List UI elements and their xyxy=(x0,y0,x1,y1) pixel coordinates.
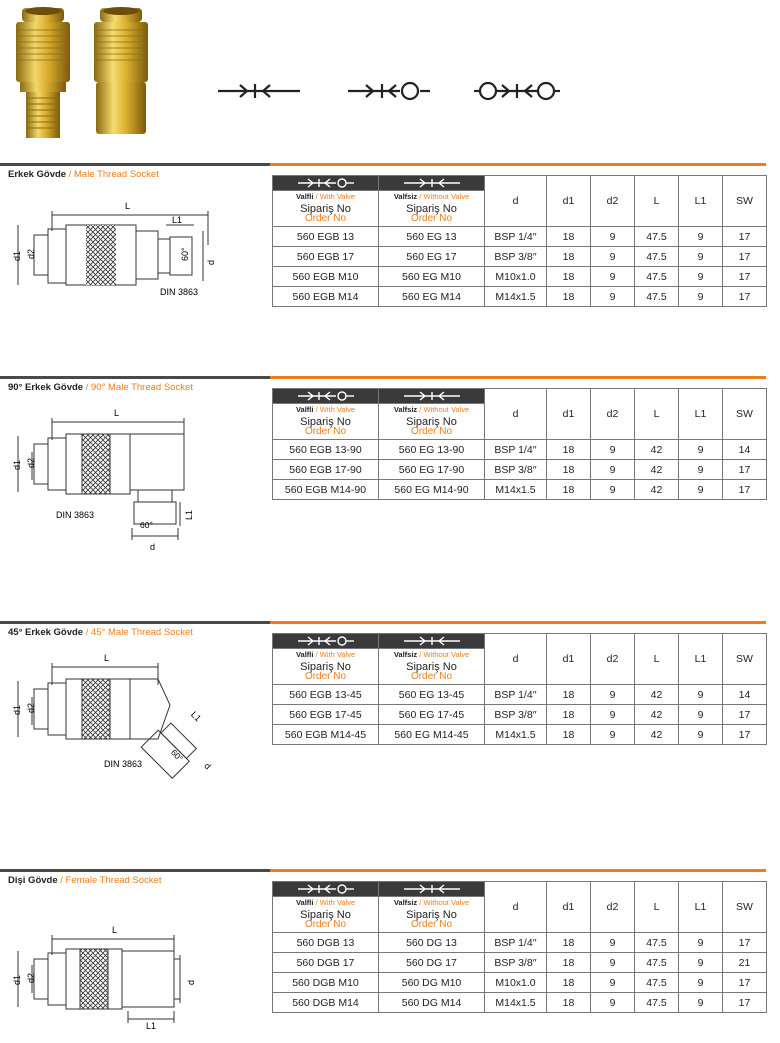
cell-SW: 17 xyxy=(723,247,767,267)
section-title-tr: Erkek Gövde xyxy=(8,169,67,180)
cell-SW: 21 xyxy=(723,953,767,973)
with-valve-label xyxy=(273,404,379,416)
section-rule-orange xyxy=(270,621,766,624)
label-slash: / xyxy=(419,898,422,908)
cell-with-valve-code: 560 EGB 13 xyxy=(273,227,379,247)
order-no-header xyxy=(273,203,379,227)
label-din: DIN 3863 xyxy=(160,287,199,297)
table-row xyxy=(273,480,767,500)
cell-with-valve-code: 560 EGB 13-45 xyxy=(273,685,379,705)
two-way-valve-coupling-icon xyxy=(472,74,562,108)
order-no-tr: Sipariş No xyxy=(300,203,351,216)
order-no-header xyxy=(379,661,485,685)
table-row xyxy=(273,953,767,973)
cell-d1: 18 xyxy=(547,705,591,725)
cell-d: BSP 3/8′′ xyxy=(485,460,547,480)
label-slash: / xyxy=(315,405,318,415)
cell-d2: 9 xyxy=(591,705,635,725)
cell-L1: 9 xyxy=(679,993,723,1013)
cell-with-valve-code: 560 EGB M14 xyxy=(273,287,379,307)
cell-with-valve-code: 560 EGB M14-90 xyxy=(273,480,379,500)
without-valve-icon xyxy=(402,883,462,895)
order-no-header xyxy=(379,909,485,933)
cell-SW: 14 xyxy=(723,685,767,705)
section-rule-orange xyxy=(270,376,766,379)
cell-d1: 18 xyxy=(547,480,591,500)
cell-d1: 18 xyxy=(547,287,591,307)
cell-L: 42 xyxy=(635,725,679,745)
label-d: d xyxy=(186,979,196,985)
cell-d2: 9 xyxy=(591,685,635,705)
cell-d2: 9 xyxy=(591,480,635,500)
section-title xyxy=(8,875,161,886)
table-row xyxy=(273,460,767,480)
cell-d: M14x1.5 xyxy=(485,287,547,307)
cell-d1: 18 xyxy=(547,267,591,287)
without-valve-tr: Valfsiz xyxy=(393,650,418,660)
table-row xyxy=(273,685,767,705)
title-separator: / xyxy=(60,875,63,886)
order-no-en: Order No xyxy=(304,919,347,931)
table-row xyxy=(273,725,767,745)
col-header-L1: L1 xyxy=(679,389,723,440)
without-valve-icon xyxy=(402,635,462,647)
col-header-d1: d1 xyxy=(547,882,591,933)
cell-d2: 9 xyxy=(591,227,635,247)
order-no-header xyxy=(273,909,379,933)
symbol-with-valve-cell xyxy=(273,176,379,191)
section-title-en: 90° Male Thread Socket xyxy=(91,382,193,393)
label-d2: d2 xyxy=(26,972,36,983)
with-valve-icon xyxy=(296,177,356,189)
cell-L: 42 xyxy=(635,480,679,500)
cell-without-valve-code: 560 EG M14 xyxy=(379,287,485,307)
without-valve-label xyxy=(379,191,485,203)
cell-without-valve-code: 560 EG 13-45 xyxy=(379,685,485,705)
order-no-en: Order No xyxy=(304,671,347,683)
cell-d1: 18 xyxy=(547,973,591,993)
with-valve-tr: Valfli xyxy=(295,405,314,415)
order-no-header xyxy=(379,416,485,440)
cell-L1: 9 xyxy=(679,973,723,993)
cell-without-valve-code: 560 DG 17 xyxy=(379,953,485,973)
col-header-d1: d1 xyxy=(547,634,591,685)
order-no-en: Order No xyxy=(410,671,453,683)
cell-L: 47.5 xyxy=(635,933,679,953)
label-d2: d2 xyxy=(26,248,36,259)
col-header-L1: L1 xyxy=(679,634,723,685)
cell-d1: 18 xyxy=(547,440,591,460)
cell-d1: 18 xyxy=(547,993,591,1013)
spec-table xyxy=(272,881,767,1013)
cell-without-valve-code: 560 EG 17 xyxy=(379,247,485,267)
col-header-L1: L1 xyxy=(679,176,723,227)
female-coupling-photo xyxy=(86,6,156,140)
cell-SW: 17 xyxy=(723,267,767,287)
without-valve-label xyxy=(379,897,485,909)
cell-L: 47.5 xyxy=(635,247,679,267)
cell-L: 47.5 xyxy=(635,227,679,247)
label-L1: L1 xyxy=(188,709,204,724)
order-no-tr: Sipariş No xyxy=(300,909,351,922)
cell-L1: 9 xyxy=(679,287,723,307)
quick-coupling-icon xyxy=(214,74,304,108)
cell-d: BSP 3/8′′ xyxy=(485,953,547,973)
without-valve-en: Without Valve xyxy=(423,192,470,202)
cell-SW: 17 xyxy=(723,933,767,953)
section-title xyxy=(8,169,159,180)
cell-SW: 14 xyxy=(723,440,767,460)
with-valve-en: With Valve xyxy=(319,405,356,415)
label-L1: L1 xyxy=(146,1021,157,1031)
table-row xyxy=(273,973,767,993)
label-d: d xyxy=(202,760,213,772)
cell-with-valve-code: 560 DGB 13 xyxy=(273,933,379,953)
label-angle: 60° xyxy=(140,520,153,530)
label-L: L xyxy=(112,925,118,935)
col-header-d2: d2 xyxy=(591,389,635,440)
without-valve-tr: Valfsiz xyxy=(393,405,418,415)
order-no-en: Order No xyxy=(304,426,347,438)
cell-d1: 18 xyxy=(547,227,591,247)
with-valve-label xyxy=(273,897,379,909)
label-d1: d1 xyxy=(12,974,22,985)
product-photos xyxy=(8,6,168,142)
col-header-d: d xyxy=(485,882,547,933)
cell-d: M10x1.0 xyxy=(485,973,547,993)
cell-L: 47.5 xyxy=(635,973,679,993)
label-d: d xyxy=(206,259,216,265)
without-valve-en: Without Valve xyxy=(423,650,470,660)
with-valve-tr: Valfli xyxy=(295,898,314,908)
cell-L1: 9 xyxy=(679,705,723,725)
with-valve-tr: Valfli xyxy=(295,192,314,202)
section-rule-dark xyxy=(0,621,270,624)
col-header-d: d xyxy=(485,176,547,227)
with-valve-en: With Valve xyxy=(319,192,356,202)
title-separator: / xyxy=(85,627,89,638)
cell-d1: 18 xyxy=(547,953,591,973)
with-valve-tr: Valfli xyxy=(295,650,314,660)
cell-without-valve-code: 560 EG 13-90 xyxy=(379,440,485,460)
order-no-tr: Sipariş No xyxy=(406,416,457,429)
table-row xyxy=(273,287,767,307)
cell-d2: 9 xyxy=(591,933,635,953)
label-angle: 60° xyxy=(180,247,190,261)
cell-without-valve-code: 560 EG 13 xyxy=(379,227,485,247)
cell-L1: 9 xyxy=(679,953,723,973)
cell-L1: 9 xyxy=(679,267,723,287)
cell-L1: 9 xyxy=(679,247,723,267)
without-valve-label xyxy=(379,404,485,416)
cell-d2: 9 xyxy=(591,953,635,973)
section-title xyxy=(8,382,193,393)
with-valve-icon xyxy=(296,883,356,895)
col-header-d: d xyxy=(485,389,547,440)
spec-table xyxy=(272,633,767,745)
cell-with-valve-code: 560 EGB 17-45 xyxy=(273,705,379,725)
cell-d2: 9 xyxy=(591,247,635,267)
90-socket-drawing xyxy=(8,400,268,550)
cell-without-valve-code: 560 DG 13 xyxy=(379,933,485,953)
col-header-d1: d1 xyxy=(547,389,591,440)
label-din: DIN 3863 xyxy=(104,759,143,769)
section-title-en: Male Thread Socket xyxy=(74,169,159,180)
cell-SW: 17 xyxy=(723,973,767,993)
cell-L: 47.5 xyxy=(635,267,679,287)
without-valve-tr: Valfsiz xyxy=(393,192,418,202)
col-header-d: d xyxy=(485,634,547,685)
table-row xyxy=(273,705,767,725)
col-header-d2: d2 xyxy=(591,882,635,933)
cell-with-valve-code: 560 EGB 13-90 xyxy=(273,440,379,460)
label-slash: / xyxy=(315,192,318,202)
cell-with-valve-code: 560 EGB 17 xyxy=(273,247,379,267)
cell-with-valve-code: 560 DGB M10 xyxy=(273,973,379,993)
section-rule-dark xyxy=(0,869,270,872)
symbol-with-valve-cell xyxy=(273,634,379,649)
without-valve-label xyxy=(379,649,485,661)
table-row xyxy=(273,993,767,1013)
col-header-L: L xyxy=(635,634,679,685)
order-no-en: Order No xyxy=(410,919,453,931)
cell-without-valve-code: 560 EG M10 xyxy=(379,267,485,287)
symbol-without-valve-cell xyxy=(379,634,485,649)
col-header-SW: SW xyxy=(723,634,767,685)
cell-without-valve-code: 560 EG M14-90 xyxy=(379,480,485,500)
cell-without-valve-code: 560 DG M10 xyxy=(379,973,485,993)
cell-d: BSP 1/4′′ xyxy=(485,933,547,953)
cell-d: M14x1.5 xyxy=(485,725,547,745)
label-slash: / xyxy=(315,650,318,660)
cell-d2: 9 xyxy=(591,460,635,480)
col-header-SW: SW xyxy=(723,389,767,440)
cell-with-valve-code: 560 DGB M14 xyxy=(273,993,379,1013)
cell-L: 47.5 xyxy=(635,953,679,973)
col-header-L1: L1 xyxy=(679,882,723,933)
section-rule-orange xyxy=(270,163,766,166)
cell-L1: 9 xyxy=(679,685,723,705)
label-din: DIN 3863 xyxy=(56,510,95,520)
section-title-en: 45° Male Thread Socket xyxy=(91,627,193,638)
cell-SW: 17 xyxy=(723,480,767,500)
section-title-en: Female Thread Socket xyxy=(65,875,162,886)
cell-d2: 9 xyxy=(591,725,635,745)
cell-without-valve-code: 560 EG 17-45 xyxy=(379,705,485,725)
45-socket-drawing xyxy=(8,645,268,795)
spec-table xyxy=(272,175,767,307)
cell-SW: 17 xyxy=(723,287,767,307)
label-d1: d1 xyxy=(12,250,22,261)
label-L1: L1 xyxy=(184,509,194,520)
cell-d1: 18 xyxy=(547,460,591,480)
cell-SW: 17 xyxy=(723,993,767,1013)
label-slash: / xyxy=(419,405,422,415)
cell-L1: 9 xyxy=(679,460,723,480)
col-header-d2: d2 xyxy=(591,176,635,227)
cell-L: 47.5 xyxy=(635,993,679,1013)
cell-L1: 9 xyxy=(679,227,723,247)
cell-d2: 9 xyxy=(591,267,635,287)
flow-symbols-row xyxy=(214,74,574,108)
col-header-L: L xyxy=(635,389,679,440)
cell-with-valve-code: 560 EGB 17-90 xyxy=(273,460,379,480)
symbol-with-valve-cell xyxy=(273,882,379,897)
symbol-without-valve-cell xyxy=(379,882,485,897)
label-slash: / xyxy=(419,650,422,660)
label-d1: d1 xyxy=(12,704,22,715)
cell-d: M10x1.0 xyxy=(485,267,547,287)
with-valve-icon xyxy=(296,390,356,402)
table-row xyxy=(273,227,767,247)
col-header-SW: SW xyxy=(723,882,767,933)
section-title-tr: 90° Erkek Gövde xyxy=(8,382,84,393)
col-header-L: L xyxy=(635,882,679,933)
cell-L: 42 xyxy=(635,460,679,480)
female-socket-drawing xyxy=(8,893,268,1043)
cell-SW: 17 xyxy=(723,705,767,725)
symbol-with-valve-cell xyxy=(273,389,379,404)
cell-d: BSP 1/4′′ xyxy=(485,440,547,460)
order-no-tr: Sipariş No xyxy=(300,416,351,429)
order-no-header xyxy=(273,416,379,440)
label-L: L xyxy=(125,201,131,211)
col-header-SW: SW xyxy=(723,176,767,227)
cell-L: 42 xyxy=(635,685,679,705)
label-d2: d2 xyxy=(26,457,36,468)
cell-SW: 17 xyxy=(723,725,767,745)
with-valve-label xyxy=(273,191,379,203)
col-header-L: L xyxy=(635,176,679,227)
cell-d: BSP 1/4′′ xyxy=(485,227,547,247)
section-rule-dark xyxy=(0,163,270,166)
cell-SW: 17 xyxy=(723,227,767,247)
col-header-d1: d1 xyxy=(547,176,591,227)
table-row xyxy=(273,440,767,460)
cell-d: BSP 3/8′′ xyxy=(485,247,547,267)
one-way-valve-coupling-icon xyxy=(344,74,434,108)
with-valve-icon xyxy=(296,635,356,647)
table-row xyxy=(273,267,767,287)
section-rule-dark xyxy=(0,376,270,379)
section-title xyxy=(8,627,193,638)
cell-d1: 18 xyxy=(547,685,591,705)
title-separator: / xyxy=(68,169,72,180)
title-separator: / xyxy=(85,382,89,393)
cell-SW: 17 xyxy=(723,460,767,480)
label-d2: d2 xyxy=(26,702,36,713)
without-valve-en: Without Valve xyxy=(423,405,470,415)
cell-without-valve-code: 560 EG 17-90 xyxy=(379,460,485,480)
table-row xyxy=(273,247,767,267)
cell-L: 47.5 xyxy=(635,287,679,307)
cell-with-valve-code: 560 EGB M14-45 xyxy=(273,725,379,745)
col-header-d2: d2 xyxy=(591,634,635,685)
cell-L1: 9 xyxy=(679,440,723,460)
label-slash: / xyxy=(315,898,318,908)
symbol-without-valve-cell xyxy=(379,389,485,404)
order-no-en: Order No xyxy=(410,213,453,225)
cell-without-valve-code: 560 DG M14 xyxy=(379,993,485,1013)
label-L: L xyxy=(114,408,120,418)
section-rule-orange xyxy=(270,869,766,872)
cell-L: 42 xyxy=(635,440,679,460)
order-no-tr: Sipariş No xyxy=(406,909,457,922)
cell-with-valve-code: 560 DGB 17 xyxy=(273,953,379,973)
cell-d2: 9 xyxy=(591,993,635,1013)
without-valve-tr: Valfsiz xyxy=(393,898,418,908)
label-slash: / xyxy=(419,192,422,202)
cell-L1: 9 xyxy=(679,480,723,500)
label-L: L xyxy=(104,653,110,663)
section-title-tr: Dişi Gövde xyxy=(8,875,58,886)
cell-d: BSP 3/8′′ xyxy=(485,705,547,725)
order-no-en: Order No xyxy=(410,426,453,438)
with-valve-label xyxy=(273,649,379,661)
order-no-tr: Sipariş No xyxy=(406,203,457,216)
with-valve-en: With Valve xyxy=(319,650,356,660)
cell-d1: 18 xyxy=(547,725,591,745)
label-d1: d1 xyxy=(12,459,22,470)
cell-d2: 9 xyxy=(591,973,635,993)
cell-L: 42 xyxy=(635,705,679,725)
spec-table xyxy=(272,388,767,500)
order-no-header xyxy=(379,203,485,227)
cell-d: BSP 1/4′′ xyxy=(485,685,547,705)
without-valve-icon xyxy=(402,390,462,402)
cell-d: M14x1.5 xyxy=(485,993,547,1013)
order-no-header xyxy=(273,661,379,685)
cell-with-valve-code: 560 EGB M10 xyxy=(273,267,379,287)
order-no-en: Order No xyxy=(304,213,347,225)
cell-d2: 9 xyxy=(591,440,635,460)
with-valve-en: With Valve xyxy=(319,898,356,908)
without-valve-icon xyxy=(402,177,462,189)
cell-d1: 18 xyxy=(547,247,591,267)
symbol-without-valve-cell xyxy=(379,176,485,191)
male-coupling-photo xyxy=(8,6,78,140)
label-angle: 60° xyxy=(168,747,186,764)
label-L1: L1 xyxy=(172,215,183,225)
section-title-tr: 45° Erkek Gövde xyxy=(8,627,84,638)
cell-L1: 9 xyxy=(679,933,723,953)
order-no-tr: Sipariş No xyxy=(300,661,351,674)
cell-without-valve-code: 560 EG M14-45 xyxy=(379,725,485,745)
cell-d2: 9 xyxy=(591,287,635,307)
table-row xyxy=(273,933,767,953)
label-d: d xyxy=(150,542,156,550)
order-no-tr: Sipariş No xyxy=(406,661,457,674)
male-socket-drawing xyxy=(8,187,268,337)
cell-d: M14x1.5 xyxy=(485,480,547,500)
cell-d1: 18 xyxy=(547,933,591,953)
without-valve-en: Without Valve xyxy=(423,898,470,908)
cell-L1: 9 xyxy=(679,725,723,745)
